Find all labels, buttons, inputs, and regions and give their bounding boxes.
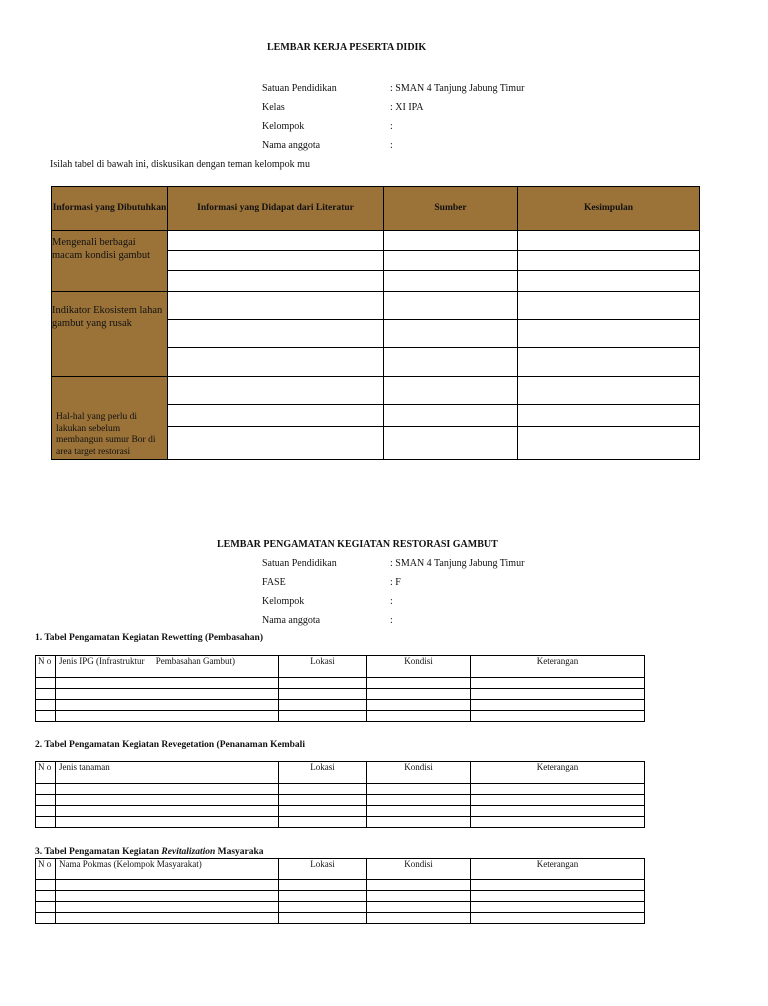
cell[interactable]	[279, 806, 367, 817]
answer-cell[interactable]	[168, 405, 384, 427]
cell[interactable]	[56, 902, 279, 913]
obs-value-phase: : F	[390, 577, 401, 588]
cell[interactable]	[367, 902, 471, 913]
instruction-text: Isilah tabel di bawah ini, diskusikan dengan teman kelompok mu	[50, 159, 310, 170]
group-peat-conditions: Mengenali berbagai macam kondisi gambut	[52, 231, 168, 292]
header-conclusion: Kesimpulan	[518, 187, 700, 231]
cell[interactable]	[279, 678, 367, 689]
col-no: N o	[36, 859, 56, 880]
cell[interactable]	[279, 711, 367, 722]
answer-cell[interactable]	[384, 231, 518, 251]
cell[interactable]	[367, 700, 471, 711]
answer-cell[interactable]	[168, 271, 384, 292]
answer-cell[interactable]	[518, 292, 700, 320]
cell[interactable]	[56, 711, 279, 722]
cell[interactable]	[56, 689, 279, 700]
rewetting-table	[35, 655, 645, 722]
col-no: N o	[36, 762, 56, 784]
cell[interactable]	[36, 817, 56, 828]
cell[interactable]	[471, 700, 645, 711]
worksheet-table	[51, 186, 700, 460]
cell[interactable]	[471, 880, 645, 891]
header-literature-info: Informasi yang Didapat dari Literatur	[168, 187, 384, 231]
revitalization-heading-post: Masyaraka	[215, 847, 264, 857]
cell[interactable]	[56, 891, 279, 902]
cell[interactable]	[279, 902, 367, 913]
cell[interactable]	[279, 913, 367, 924]
info-label-school: Satuan Pendidikan	[262, 83, 337, 94]
cell[interactable]	[367, 795, 471, 806]
cell[interactable]	[36, 689, 56, 700]
obs-label-group: Kelompok	[262, 596, 305, 607]
answer-cell[interactable]	[168, 292, 384, 320]
cell[interactable]	[36, 913, 56, 924]
cell[interactable]	[56, 795, 279, 806]
cell[interactable]	[471, 891, 645, 902]
obs-value-school: : SMAN 4 Tanjung Jabung Timur	[390, 558, 525, 569]
observation-title: LEMBAR PENGAMATAN KEGIATAN RESTORASI GAMBUT	[217, 539, 498, 550]
cell[interactable]	[36, 711, 56, 722]
cell[interactable]	[471, 902, 645, 913]
answer-cell[interactable]	[384, 348, 518, 377]
answer-cell[interactable]	[168, 348, 384, 377]
cell[interactable]	[471, 689, 645, 700]
cell[interactable]	[36, 700, 56, 711]
cell[interactable]	[367, 784, 471, 795]
cell[interactable]	[471, 795, 645, 806]
cell[interactable]	[36, 784, 56, 795]
info-label-group: Kelompok	[262, 121, 305, 132]
cell[interactable]	[471, 817, 645, 828]
col-no: N o	[36, 656, 56, 678]
col-notes: Keterangan	[471, 656, 645, 678]
answer-cell[interactable]	[168, 427, 384, 460]
cell[interactable]	[471, 784, 645, 795]
obs-label-school: Satuan Pendidikan	[262, 558, 337, 569]
cell[interactable]	[279, 689, 367, 700]
answer-cell[interactable]	[384, 405, 518, 427]
cell[interactable]	[279, 880, 367, 891]
obs-label-phase: FASE	[262, 577, 286, 588]
info-value-members: :	[390, 140, 393, 151]
col-ipg-type: Jenis IPG (Infrastruktur Pembasahan Gambut)	[56, 656, 279, 678]
answer-cell[interactable]	[518, 377, 700, 405]
answer-cell[interactable]	[518, 427, 700, 460]
cell[interactable]	[279, 700, 367, 711]
answer-cell[interactable]	[384, 427, 518, 460]
info-value-class: : XI IPA	[390, 102, 424, 113]
answer-cell[interactable]	[518, 405, 700, 427]
col-condition: Kondisi	[367, 762, 471, 784]
answer-cell[interactable]	[518, 231, 700, 251]
answer-cell[interactable]	[384, 271, 518, 292]
revegetation-heading: 2. Tabel Pengamatan Kegiatan Revegetation (Penanaman Kembali	[35, 740, 305, 750]
cell[interactable]	[279, 784, 367, 795]
obs-value-group: :	[390, 596, 393, 607]
answer-cell[interactable]	[384, 251, 518, 271]
col-plant-type: Jenis tanaman	[56, 762, 279, 784]
cell[interactable]	[56, 913, 279, 924]
answer-cell[interactable]	[518, 320, 700, 348]
cell[interactable]	[56, 817, 279, 828]
cell[interactable]	[367, 678, 471, 689]
col-community-group: Nama Pokmas (Kelompok Masyarakat)	[56, 859, 279, 880]
cell[interactable]	[367, 689, 471, 700]
cell[interactable]	[367, 891, 471, 902]
revitalization-heading-pre: 3. Tabel Pengamatan Kegiatan	[35, 847, 162, 857]
col-notes: Keterangan	[471, 859, 645, 880]
info-label-members: Nama anggota	[262, 140, 321, 151]
col-notes: Keterangan	[471, 762, 645, 784]
cell[interactable]	[471, 913, 645, 924]
cell[interactable]	[279, 891, 367, 902]
cell[interactable]	[367, 817, 471, 828]
cell[interactable]	[279, 817, 367, 828]
revitalization-heading-em: Revitalization	[161, 847, 216, 857]
group-damaged-peat: Indikator Ekosistem lahan gambut yang rusak	[52, 292, 168, 377]
cell[interactable]	[56, 806, 279, 817]
col-location: Lokasi	[279, 656, 367, 678]
obs-label-members: Nama anggota	[262, 615, 321, 626]
info-label-class: Kelas	[262, 102, 285, 113]
cell[interactable]	[56, 700, 279, 711]
cell[interactable]	[367, 806, 471, 817]
cell[interactable]	[36, 891, 56, 902]
answer-cell[interactable]	[518, 271, 700, 292]
cell[interactable]	[279, 795, 367, 806]
answer-cell[interactable]	[384, 292, 518, 320]
revitalization-heading	[35, 847, 264, 857]
header-source: Sumber	[384, 187, 518, 231]
group-before-drilling: Hal-hal yang perlu di lakukan sebelum membangun sumur Bor di area target restorasi	[52, 377, 168, 460]
cell[interactable]	[56, 784, 279, 795]
header-needed-info: Informasi yang Dibutuhkan	[52, 187, 168, 231]
cell[interactable]	[56, 678, 279, 689]
cell[interactable]	[367, 880, 471, 891]
cell[interactable]	[471, 678, 645, 689]
cell[interactable]	[471, 711, 645, 722]
col-condition: Kondisi	[367, 656, 471, 678]
revegetation-table	[35, 761, 645, 828]
col-location: Lokasi	[279, 762, 367, 784]
cell[interactable]	[36, 880, 56, 891]
cell[interactable]	[367, 913, 471, 924]
info-value-school: : SMAN 4 Tanjung Jabung Timur	[390, 83, 525, 94]
revitalization-table	[35, 858, 645, 924]
obs-value-members: :	[390, 615, 393, 626]
col-location: Lokasi	[279, 859, 367, 880]
answer-cell[interactable]	[168, 320, 384, 348]
cell[interactable]	[56, 880, 279, 891]
answer-cell[interactable]	[518, 251, 700, 271]
cell[interactable]	[36, 678, 56, 689]
cell[interactable]	[367, 711, 471, 722]
answer-cell[interactable]	[518, 348, 700, 377]
col-condition: Kondisi	[367, 859, 471, 880]
info-value-group: :	[390, 121, 393, 132]
rewetting-heading: 1. Tabel Pengamatan Kegiatan Rewetting (Pembasahan)	[35, 633, 263, 643]
answer-cell[interactable]	[168, 231, 384, 251]
answer-cell[interactable]	[384, 320, 518, 348]
answer-cell[interactable]	[168, 251, 384, 271]
cell[interactable]	[471, 806, 645, 817]
answer-cell[interactable]	[384, 377, 518, 405]
answer-cell[interactable]	[168, 377, 384, 405]
cell[interactable]	[36, 806, 56, 817]
cell[interactable]	[36, 795, 56, 806]
worksheet-title: LEMBAR KERJA PESERTA DIDIK	[267, 42, 427, 53]
cell[interactable]	[36, 902, 56, 913]
